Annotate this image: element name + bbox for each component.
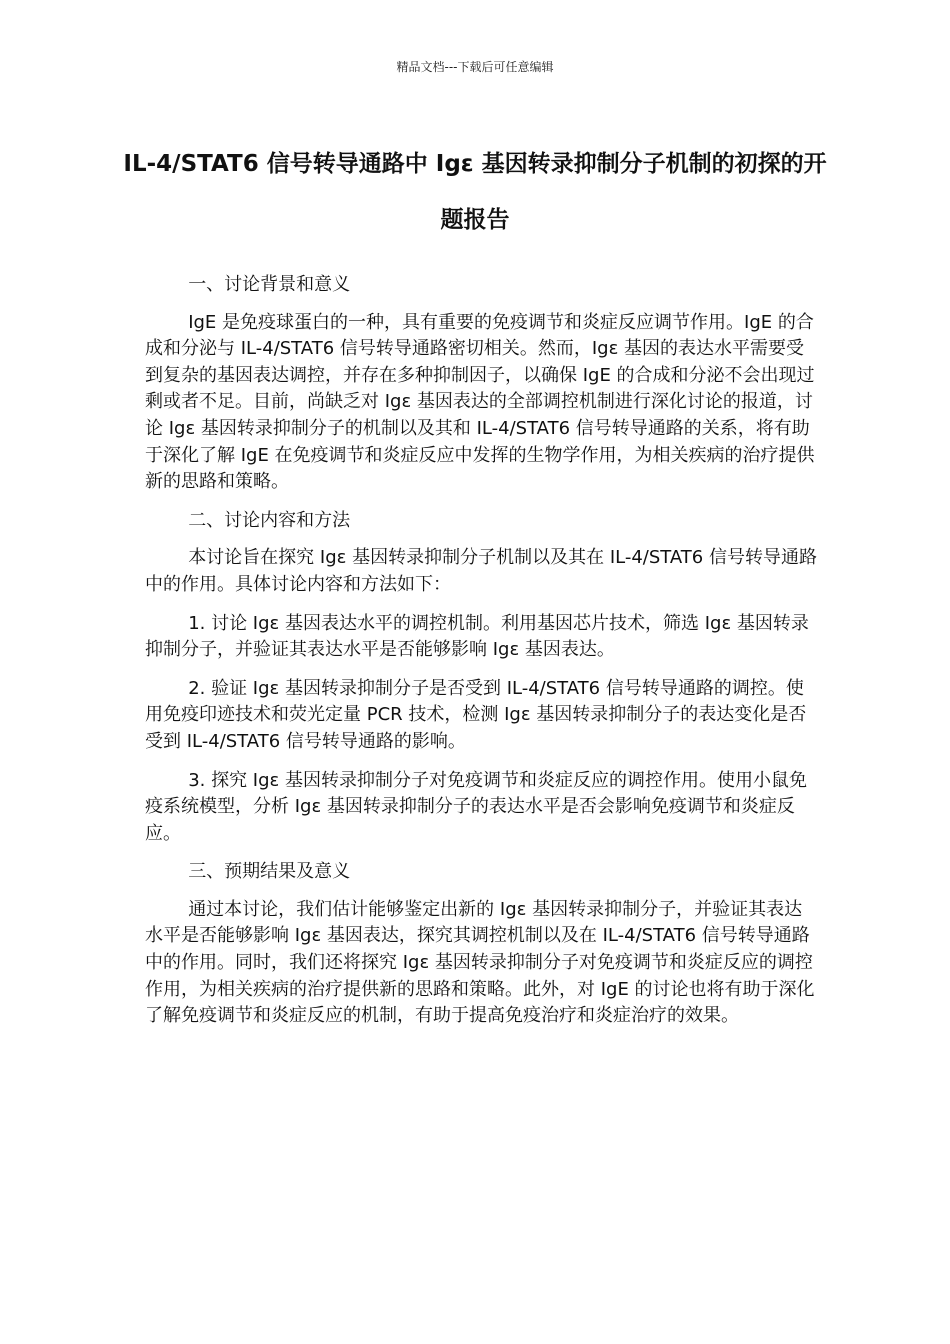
paragraph-methods-intro: 本讨论旨在探究 Igε 基因转录抑制分子机制以及其在 IL-4/STAT6 信号转导通路中的作用。具体讨论内容和方法如下： (145, 547, 817, 595)
paragraph-method-2: 2. 验证 Igε 基因转录抑制分子是否受到 IL-4/STAT6 信号转导通路的调控。使用免疫印迹技术和荧光定量 PCR 技术，检测 Igε 基因转录抑制分子的表达变化是否受到 IL-4/STAT6 信号转导通路的影响。 (145, 677, 807, 752)
document-body (145, 272, 817, 1042)
paragraph-method-1: 1. 讨论 Igε 基因表达水平的调控机制。利用基因芯片技术，筛选 Igε 基因转录抑制分子，并验证其表达水平是否能够影响 Igε 基因表达。 (145, 612, 809, 661)
header-note: 精品文档---下载后可任意编辑 (396, 60, 554, 74)
section-heading-background: 一、讨论背景和意义 (188, 274, 351, 295)
document-title: IL-4/STAT6 信号转导通路中 Igε 基因转录抑制分子机制的初探的开题报告 (123, 151, 827, 233)
paragraph-method-3: 3. 探究 Igε 基因转录抑制分子对免疫调节和炎症反应的调控作用。使用小鼠免疫系统模型，分析 Igε 基因转录抑制分子的表达水平是否会影响免疫调节和炎症反应。 (145, 769, 807, 844)
paragraph-background: IgE 是免疫球蛋白的一种，具有重要的免疫调节和炎症反应调节作用。IgE 的合成和分泌与 IL-4/STAT6 信号转导通路密切相关。然而，Igε 基因的表达水平需要受到复杂的基因表达调控，并存在多种抑制因子，以确保 IgE 的合成和分泌不会出现过剩或者不足。目前，尚缺乏对 Igε 基因表达的全部调控机制进行深化讨论的报道，讨论 Igε 基因转录抑制分子的机制以及其和 IL-4/STAT6 信号转导通路的关系，将有助于深化了解 IgE 在免疫调节和炎症反应中发挥的生物学作用，为相关疾病的治疗提供新的思路和策略。 (145, 311, 815, 493)
section-heading-results: 三、预期结果及意义 (188, 861, 351, 883)
paragraph-results: 通过本讨论，我们估计能够鉴定出新的 Igε 基因转录抑制分子，并验证其表达水平是否能够影响 Igε 基因表达，探究其调控机制以及在 IL-4/STAT6 信号转导通路中的作用。同时，我们还将探究 Igε 基因转录抑制分子对免疫调节和炎症反应的调控作用，为相关疾病的治疗提供新的思路和策略。此外，对 IgE 的讨论也将有助于深化了解免疫调节和炎症反应的机制，有助于提高免疫治疗和炎症治疗的效果。 (145, 898, 815, 1027)
section-heading-methods: 二、讨论内容和方法 (188, 509, 351, 531)
